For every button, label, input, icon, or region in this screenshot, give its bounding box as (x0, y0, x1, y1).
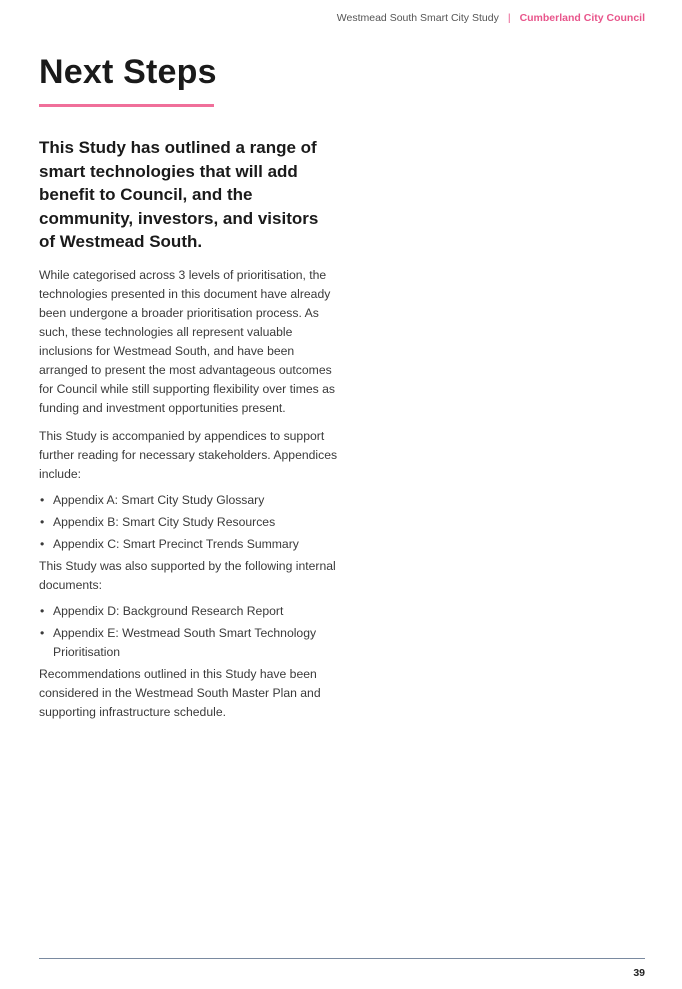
list-item-label: Appendix E: Westmead South Smart Technology Prioritisation (53, 626, 317, 659)
list-item-label: Appendix B: Smart City Study Resources (53, 515, 276, 529)
list-item-label: Appendix C: Smart Precinct Trends Summary (53, 537, 299, 551)
list-item (39, 535, 339, 554)
list-item (39, 602, 339, 621)
title-underline (39, 104, 214, 107)
page-title: Next Steps (39, 53, 217, 91)
lead-statement: This Study has outlined a range of smart technologies that will add benefit to Council, and the community, investors, and visitors of Westmead South. (39, 138, 319, 251)
body-content (39, 266, 339, 722)
internal-documents-list (39, 602, 339, 662)
paragraph-appendices-intro: This Study is accompanied by appendices to support further reading for necessary stakeholders. Appendices include: (39, 429, 338, 481)
list-item (39, 491, 339, 510)
bullet-icon: • (40, 604, 45, 618)
header-separator: | (507, 12, 511, 24)
list-item (39, 624, 339, 662)
bullet-icon: • (40, 537, 45, 551)
footer-divider (39, 958, 645, 959)
list-item-label: Appendix D: Background Research Report (53, 604, 284, 618)
page-number: 39 (633, 967, 645, 979)
bullet-icon: • (40, 515, 45, 529)
bullet-icon: • (40, 626, 45, 640)
bullet-icon: • (40, 493, 45, 507)
running-header (337, 12, 645, 24)
header-study-title: Westmead South Smart City Study (336, 12, 499, 24)
header-council-name: Cumberland City Council (519, 12, 645, 24)
list-item-label: Appendix A: Smart City Study Glossary (53, 493, 265, 507)
appendices-list (39, 491, 339, 554)
paragraph-prioritisation: While categorised across 3 levels of prioritisation, the technologies presented in this document have already been undergone a broader prioritisation process. As such, these technologies all represent valuable inclusions for Westmead South, and have been arranged to present the most advantageous outcomes for Council while still supporting flexibility over times as funding and investment opportunities present. (39, 268, 335, 415)
paragraph-recommendations: Recommendations outlined in this Study have been considered in the Westmead South Master Plan and supporting infrastructure schedule. (39, 667, 321, 719)
list-item (39, 513, 339, 532)
paragraph-internal-documents-intro: This Study was also supported by the following internal documents: (39, 559, 336, 592)
